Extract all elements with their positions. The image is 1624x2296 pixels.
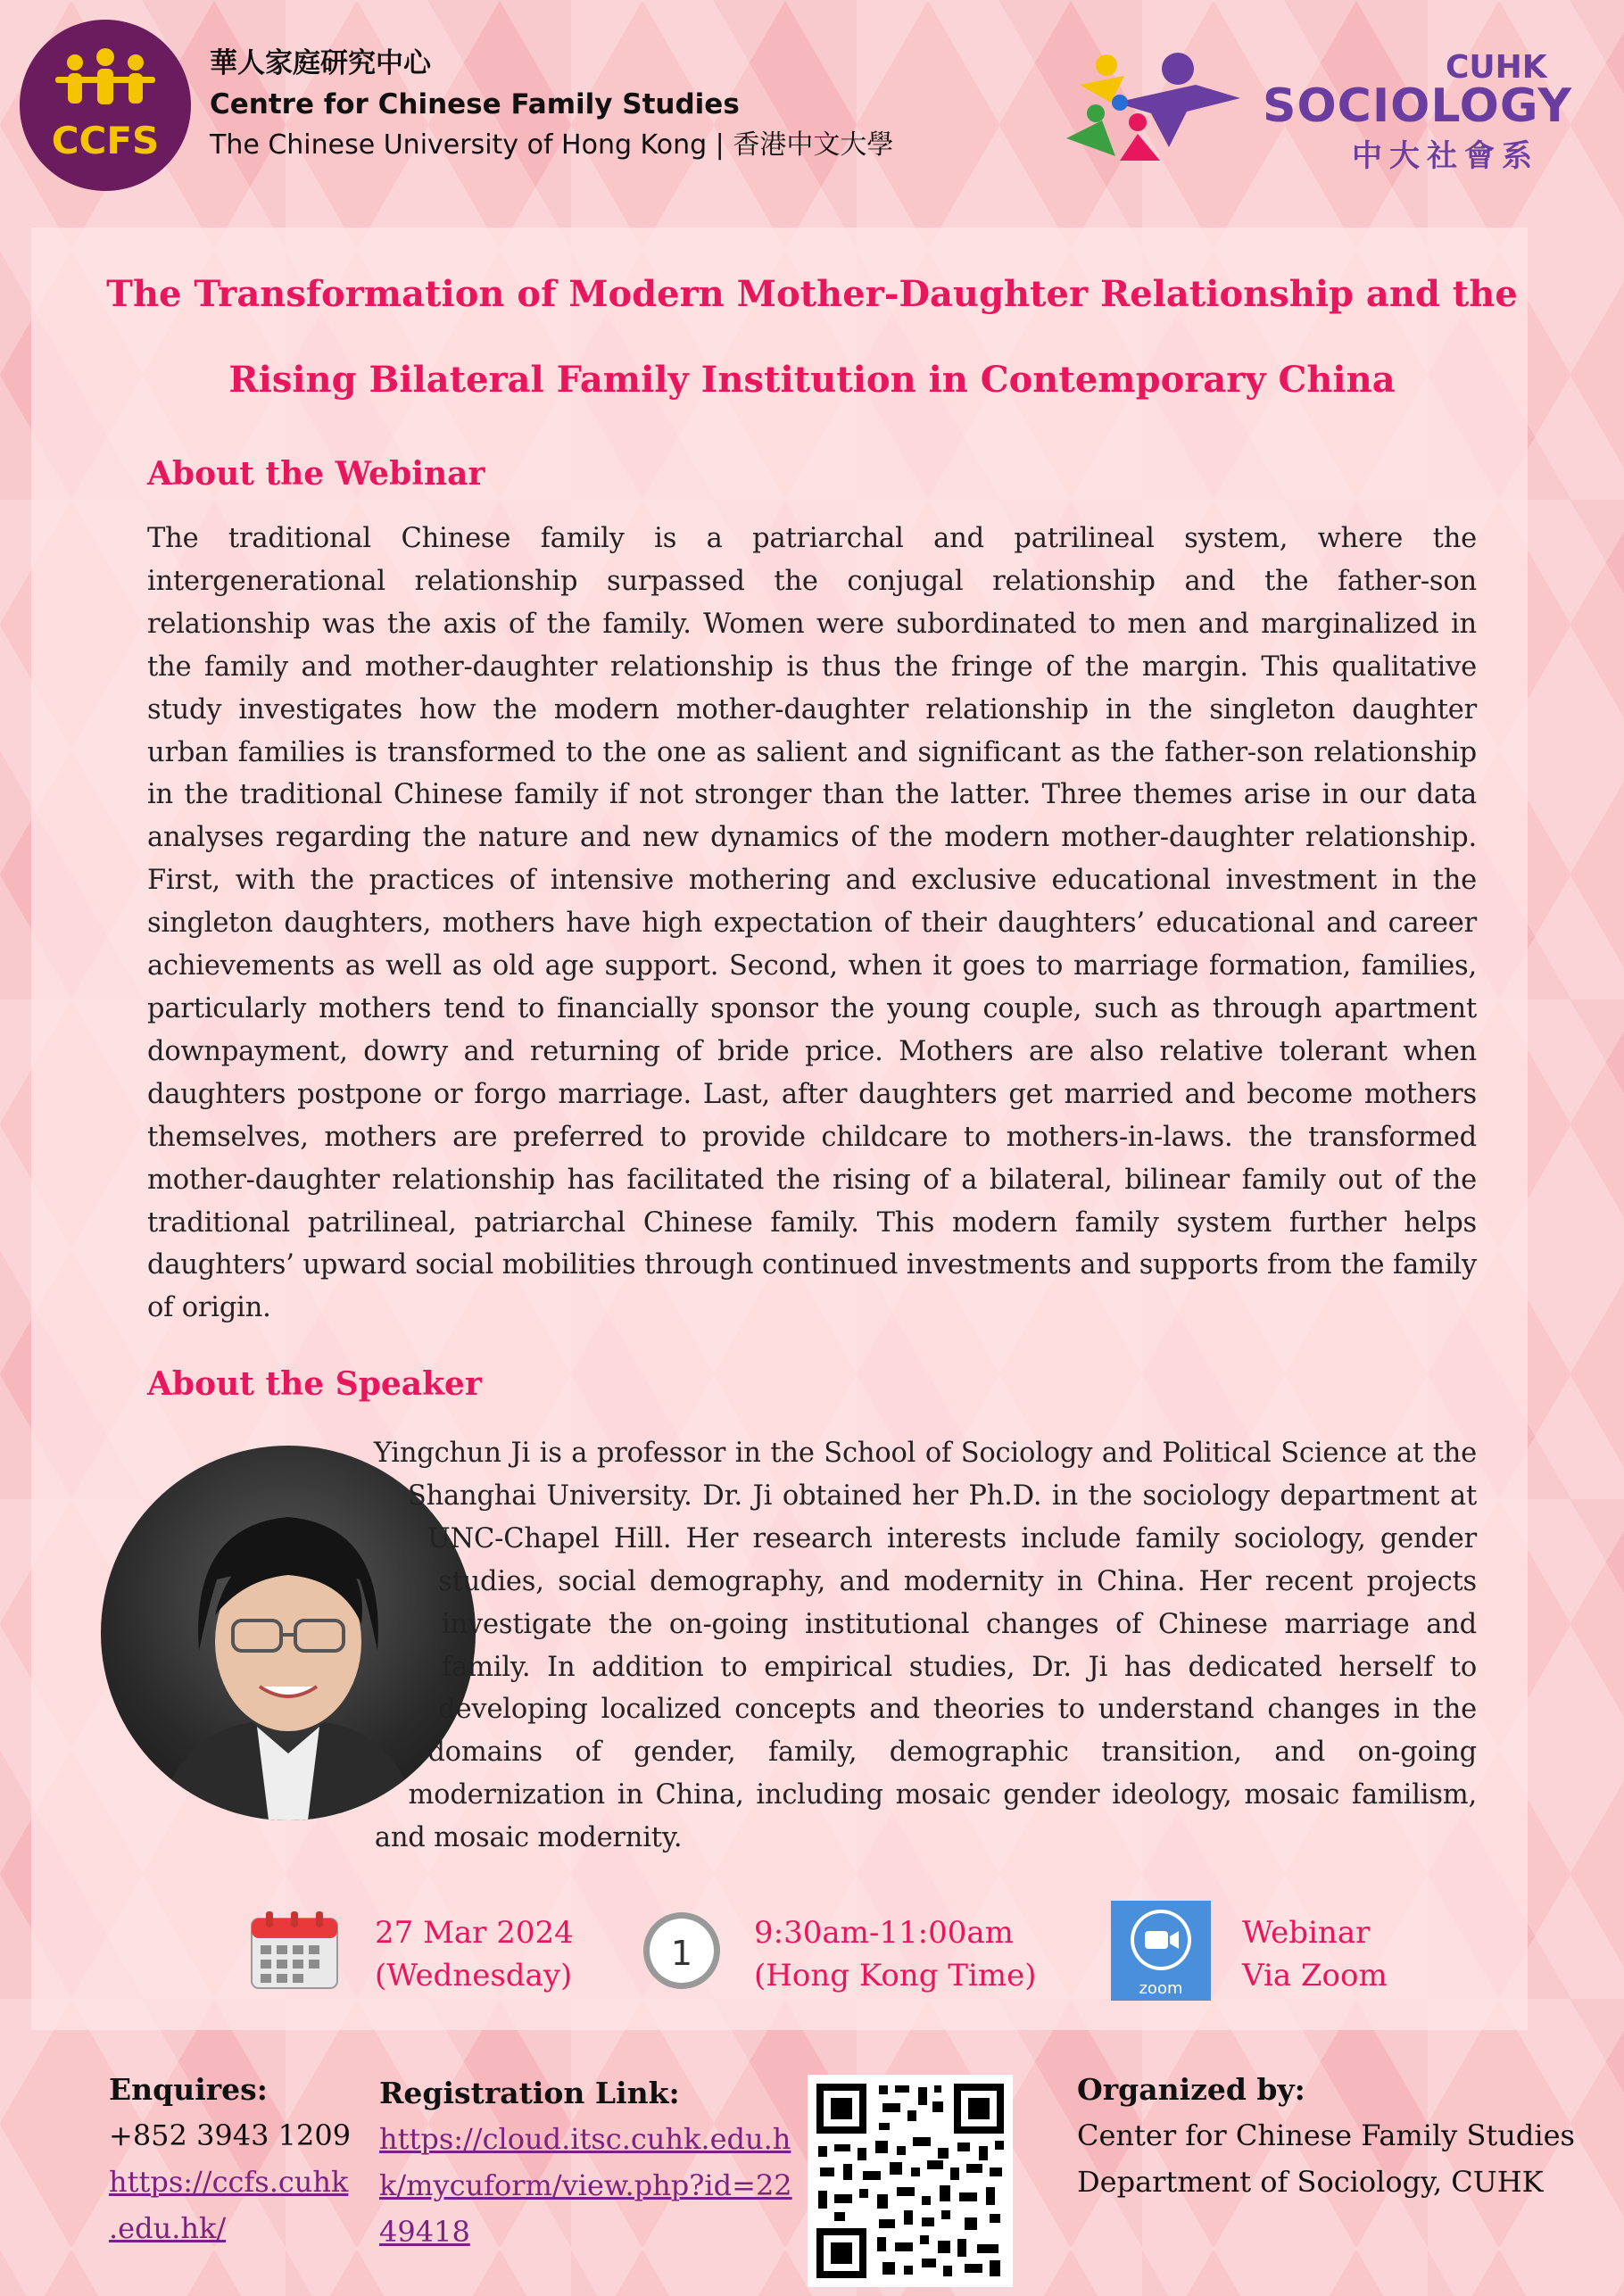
speaker-bio-box <box>147 1432 1477 1861</box>
registration-label: Registration Link: <box>379 2076 680 2110</box>
webinar-heading: About the Webinar <box>147 455 485 493</box>
enquires-section <box>109 2072 351 2251</box>
event-title <box>89 252 1535 423</box>
registration-link[interactable] <box>379 2116 792 2255</box>
registration-link-line3[interactable]: 49418 <box>379 2215 470 2249</box>
ccfs-website-line2[interactable]: .edu.hk/ <box>109 2211 227 2245</box>
zoom-icon <box>1111 1901 1211 2001</box>
ccfs-logo-text: CCFS <box>51 119 160 162</box>
sociology-logo-cn: 中大社會系 <box>1352 138 1539 174</box>
registration-qr-code[interactable] <box>808 2075 1013 2287</box>
sociology-logo-main: SOCIOLOGY <box>1263 79 1573 133</box>
zoom-label: zoom <box>1139 1979 1183 1998</box>
event-weekday: (Wednesday) <box>375 1958 573 1993</box>
event-date-value: 27 Mar 2024 <box>375 1915 574 1951</box>
university-name: The Chinese University of Hong Kong | 香港中文大學 <box>210 129 894 161</box>
event-time-value: 9:30am-11:00am <box>754 1915 1014 1951</box>
event-date <box>375 1911 574 1997</box>
enquires-phone: +852 3943 1209 <box>109 2118 352 2152</box>
clock-icon <box>641 1910 723 1992</box>
clock-number: 1 <box>670 1934 693 1973</box>
event-platform-value: Via Zoom <box>1242 1958 1388 1993</box>
ccfs-logo <box>20 20 191 191</box>
event-time <box>754 1911 1036 1997</box>
organizer-line1: Center for Chinese Family Studies <box>1077 2118 1575 2152</box>
sociology-logo <box>1062 49 1573 174</box>
registration-link-line2[interactable]: k/mycuform/view.php?id=22 <box>379 2168 792 2202</box>
ccfs-english-name: Centre for Chinese Family Studies <box>210 88 740 120</box>
speaker-bio: Yingchun Ji is a professor in the School of Sociology and Political Science at the Shanghai University. Dr. Ji obtained her Ph.D. in the sociology department at UNC-Chapel Hill. Her research interests include family sociology, gender studies, social demography, and modernity in China. Her recent projects investigate the on-going institutional changes of Chinese marriage and family. In addition to empirical studies, Dr. Ji has dedicated herself to developing localized concepts and theories to understand changes in the domains of gender, family, demographic transition, and on-going modernization in China, including mosaic gender ideology, mosaic familism, and mosaic modernity. <box>373 1438 1477 1854</box>
organizer-label: Organized by: <box>1077 2072 1305 2107</box>
speaker-heading: About the Speaker <box>147 1365 482 1403</box>
webinar-description: The traditional Chinese family is a patriarchal and patrilineal system, where the intergenerational relationship surpassed the conjugal relationship and the father-son relationship was the axis of the family. Women were subordinated to men and marginalized in the family and mother-daughter relationship is thus the fringe of the margin. This qualitative study investigates how the modern mother-daughter relationship in the singleton daughter urban families is transformed to the one as salient and significant as the father-son relationship in the traditional Chinese family if not stronger than the latter. Three themes arise in our data analyses regarding the nature and new dynamics of the modern mother-daughter relationship. First, with the practices of intensive mothering and exclusive educational investment in the singleton daughters, mothers have high expectation of their daughters’ educational and career achievements as well as old age support. Second, when it goes to marriage formation, families, particularly mothers tend to financially sponsor the young couple, such as through apartment downpayment, dowry and returning of bride price. Mothers are also relative tolerant when daughters postpone or forgo marriage. Last, after daughters get married and become mothers themselves, mothers are preferred to provide childcare to mothers-in-laws. the transformed mother-daughter relationship has facilitated the rising of a bilateral, bilinear family out of the traditional patrilineal, patriarchal Chinese family. This modern family system further helps daughters’ upward social mobilities through continued investments and supports from the family of origin. <box>147 523 1477 1324</box>
event-timezone: (Hong Kong Time) <box>754 1958 1037 1993</box>
ccfs-chinese-name: 華人家庭研究中心 <box>210 47 431 79</box>
registration-section <box>379 2076 792 2255</box>
calendar-icon <box>250 1910 339 1990</box>
organizer-line2: Department of Sociology, CUHK <box>1077 2165 1544 2199</box>
organization-header <box>210 43 893 166</box>
registration-link-line1[interactable]: https://cloud.itsc.cuhk.edu.h <box>379 2122 791 2156</box>
ccfs-website-link[interactable] <box>109 2159 351 2251</box>
sociology-logo-cuhk: CUHK <box>1446 49 1547 86</box>
organizer-section <box>1077 2072 1575 2205</box>
event-mode: Webinar <box>1242 1915 1371 1951</box>
event-platform <box>1242 1911 1388 1997</box>
event-title-line1: The Transformation of Modern Mother-Daughter Relationship and the <box>106 273 1518 315</box>
enquires-label: Enquires: <box>109 2072 268 2107</box>
ccfs-website-line1[interactable]: https://ccfs.cuhk <box>109 2165 349 2199</box>
event-title-line2: Rising Bilateral Family Institution in Contemporary China <box>228 359 1396 401</box>
